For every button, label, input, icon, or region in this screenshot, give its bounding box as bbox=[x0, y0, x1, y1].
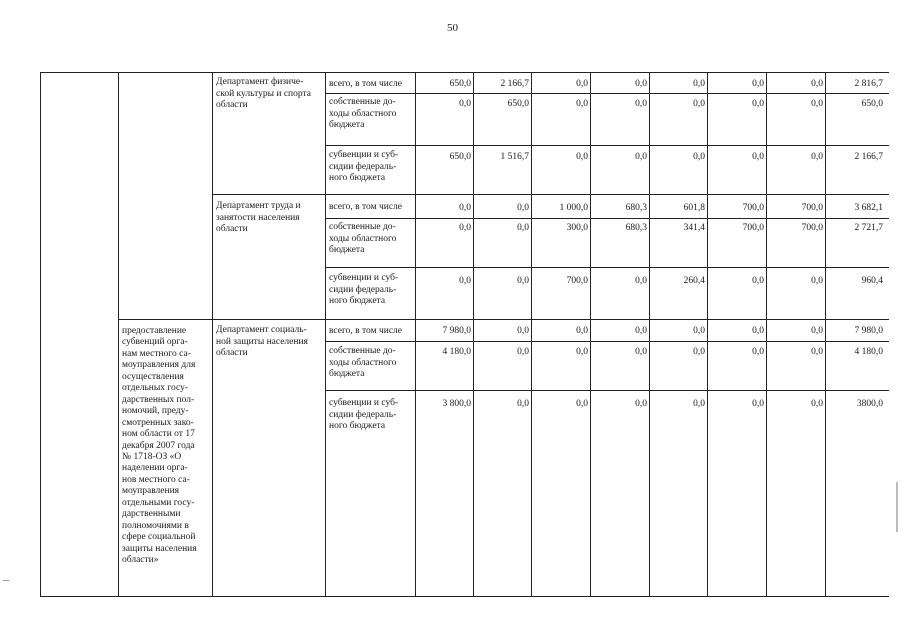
value-cell: 960,4 bbox=[861, 276, 883, 286]
value-cell: 700,0 bbox=[801, 203, 823, 213]
value-cell: 4 180,0 bbox=[854, 347, 883, 357]
measure-description: предоставление субвенций орга- нам местного са- моуправления для осуществления отдельных госу- дарственных пол- номочий, преду- смотренных зако- ном области от 17 декабря 2007 года № 1718-ОЗ «О наделении орга- нов местного са- моуправления отдельными госу- дарственными полномочиями в сфере социальной защиты населения области» bbox=[122, 326, 197, 566]
value-cell: 0,0 bbox=[517, 203, 529, 213]
value-cell: 0,0 bbox=[752, 79, 764, 89]
value-cell: 0,0 bbox=[576, 326, 588, 336]
scan-mark bbox=[896, 482, 898, 532]
value-cell: 2 166,7 bbox=[854, 152, 883, 162]
value-cell: 0,0 bbox=[517, 223, 529, 233]
funding-type-cell: субвенции и суб- сидии федераль- ного бюджета bbox=[329, 273, 399, 307]
value-cell: 300,0 bbox=[566, 223, 588, 233]
value-cell: 0,0 bbox=[752, 326, 764, 336]
scan-mark bbox=[3, 580, 9, 581]
value-cell: 0,0 bbox=[693, 79, 705, 89]
value-cell: 650,0 bbox=[449, 79, 471, 89]
value-cell: 0,0 bbox=[517, 326, 529, 336]
value-cell: 650,0 bbox=[449, 152, 471, 162]
funding-type-cell: собственные до- ходы областного бюджета bbox=[329, 222, 397, 256]
value-cell: 700,0 bbox=[742, 223, 764, 233]
value-cell: 0,0 bbox=[576, 79, 588, 89]
value-cell: 0,0 bbox=[811, 399, 823, 409]
funding-type-cell: всего, в том числе bbox=[329, 326, 403, 336]
value-cell: 0,0 bbox=[635, 276, 647, 286]
value-cell: 700,0 bbox=[566, 276, 588, 286]
department-name: Департамент труда и занятости населения области bbox=[216, 201, 301, 235]
funding-type-cell: всего, в том числе bbox=[329, 202, 403, 212]
value-cell: 341,4 bbox=[683, 223, 705, 233]
value-cell: 0,0 bbox=[752, 152, 764, 162]
value-cell: 0,0 bbox=[517, 347, 529, 357]
value-cell: 0,0 bbox=[811, 79, 823, 89]
value-cell: 0,0 bbox=[576, 399, 588, 409]
value-cell: 0,0 bbox=[459, 276, 471, 286]
value-cell: 3 800,0 bbox=[442, 399, 471, 409]
value-cell: 0,0 bbox=[752, 276, 764, 286]
value-cell: 0,0 bbox=[459, 223, 471, 233]
funding-type-cell: собственные до- ходы областного бюджета bbox=[329, 346, 397, 380]
value-cell: 2 816,7 bbox=[854, 79, 883, 89]
value-cell: 650,0 bbox=[507, 99, 529, 109]
value-cell: 0,0 bbox=[635, 99, 647, 109]
value-cell: 3800,0 bbox=[856, 399, 883, 409]
value-cell: 0,0 bbox=[811, 347, 823, 357]
value-cell: 0,0 bbox=[693, 399, 705, 409]
value-cell: 0,0 bbox=[693, 347, 705, 357]
value-cell: 0,0 bbox=[459, 99, 471, 109]
value-cell: 0,0 bbox=[517, 276, 529, 286]
value-cell: 680,3 bbox=[625, 223, 647, 233]
value-cell: 0,0 bbox=[693, 326, 705, 336]
department-name: Департамент физиче- ской культуры и спорта области bbox=[216, 77, 311, 111]
budget-table bbox=[40, 72, 889, 597]
value-cell: 0,0 bbox=[693, 152, 705, 162]
value-cell: 2 166,7 bbox=[500, 79, 529, 89]
funding-type-cell: субвенции и суб- сидии федераль- ного бюджета bbox=[329, 150, 399, 184]
value-cell: 0,0 bbox=[811, 99, 823, 109]
value-cell: 601,8 bbox=[683, 203, 705, 213]
value-cell: 0,0 bbox=[517, 399, 529, 409]
value-cell: 0,0 bbox=[811, 276, 823, 286]
value-cell: 700,0 bbox=[742, 203, 764, 213]
funding-type-cell: субвенции и суб- сидии федераль- ного бюджета bbox=[329, 398, 399, 432]
value-cell: 7 980,0 bbox=[854, 326, 883, 336]
value-cell: 0,0 bbox=[576, 347, 588, 357]
value-cell: 2 721,7 bbox=[854, 223, 883, 233]
department-name: Департамент социаль- ной защиты населения области bbox=[216, 325, 308, 359]
value-cell: 1 000,0 bbox=[559, 203, 588, 213]
value-cell: 0,0 bbox=[635, 79, 647, 89]
value-cell: 0,0 bbox=[635, 399, 647, 409]
funding-type-cell: собственные до- ходы областного бюджета bbox=[329, 97, 397, 131]
value-cell: 0,0 bbox=[635, 326, 647, 336]
page-number: 50 bbox=[447, 22, 458, 34]
value-cell: 650,0 bbox=[861, 99, 883, 109]
value-cell: 700,0 bbox=[801, 223, 823, 233]
value-cell: 260,4 bbox=[683, 276, 705, 286]
value-cell: 3 682,1 bbox=[854, 203, 883, 213]
value-cell: 7 980,0 bbox=[442, 326, 471, 336]
value-cell: 0,0 bbox=[635, 347, 647, 357]
value-cell: 0,0 bbox=[752, 99, 764, 109]
value-cell: 4 180,0 bbox=[442, 347, 471, 357]
value-cell: 1 516,7 bbox=[500, 152, 529, 162]
value-cell: 0,0 bbox=[576, 99, 588, 109]
value-cell: 0,0 bbox=[811, 152, 823, 162]
value-cell: 0,0 bbox=[752, 399, 764, 409]
value-cell: 0,0 bbox=[576, 152, 588, 162]
value-cell: 0,0 bbox=[635, 152, 647, 162]
value-cell: 0,0 bbox=[752, 347, 764, 357]
funding-type-cell: всего, в том числе bbox=[329, 79, 403, 89]
value-cell: 680,3 bbox=[625, 203, 647, 213]
value-cell: 0,0 bbox=[693, 99, 705, 109]
value-cell: 0,0 bbox=[811, 326, 823, 336]
value-cell: 0,0 bbox=[459, 203, 471, 213]
